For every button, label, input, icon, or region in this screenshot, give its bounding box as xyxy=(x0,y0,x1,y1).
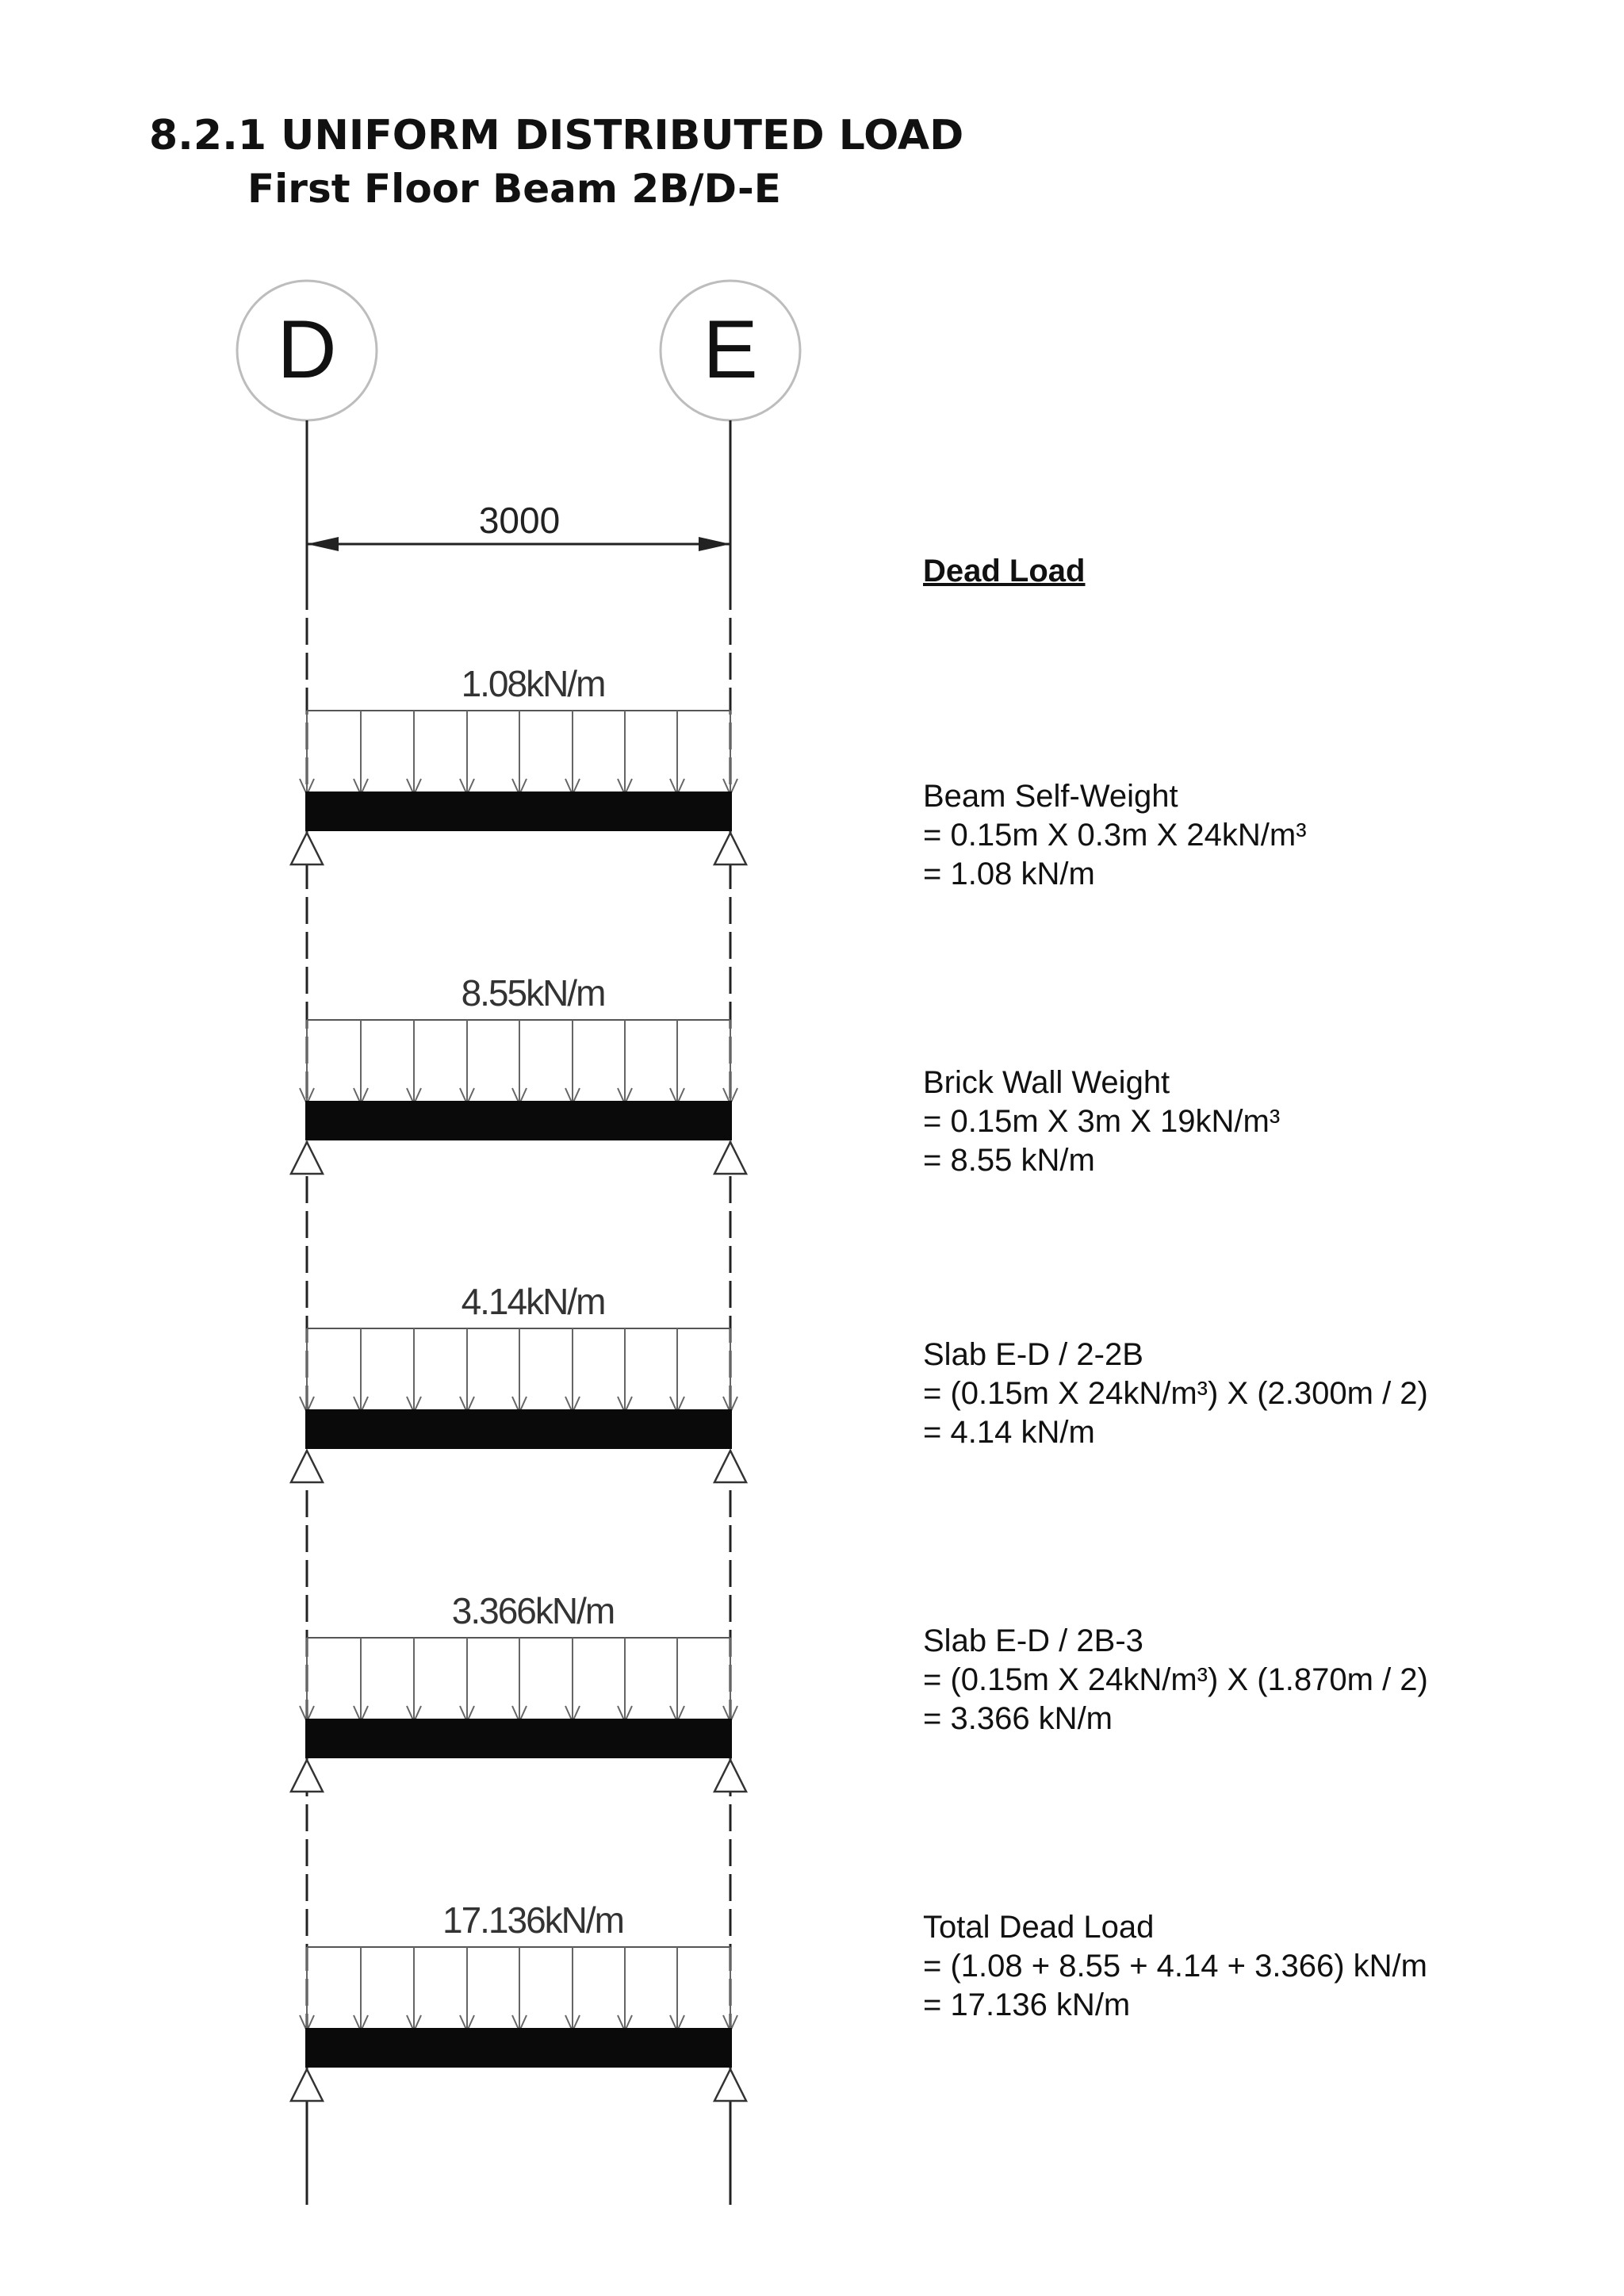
beam xyxy=(305,792,732,831)
calc-block-2 xyxy=(923,1336,1428,1452)
dead-load-title: Dead Load xyxy=(923,554,1086,588)
beam xyxy=(305,2028,732,2068)
calc-block-0 xyxy=(923,777,1307,894)
calc-block-1 xyxy=(923,1064,1280,1180)
load-label: 1.08kN/m xyxy=(461,663,605,704)
support-right xyxy=(714,1142,746,1174)
calc-result: = 3.366 kN/m xyxy=(923,1701,1113,1736)
calc-result: = 4.14 kN/m xyxy=(923,1415,1095,1450)
support-right xyxy=(714,833,746,864)
support-left xyxy=(291,1760,323,1792)
support-left xyxy=(291,1142,323,1174)
load-label: 8.55kN/m xyxy=(461,972,605,1014)
load-label: 17.136kN/m xyxy=(442,1899,624,1941)
calc-name: Total Dead Load xyxy=(923,1910,1155,1945)
support-right xyxy=(714,2069,746,2101)
calc-formula: = 0.15m X 0.3m X 24kN/m³ xyxy=(923,818,1307,853)
grid-bubble-e-label: E xyxy=(703,304,758,396)
calc-block-4 xyxy=(923,1908,1427,2025)
grid-bubble-d-label: D xyxy=(277,304,337,396)
calc-formula: = (0.15m X 24kN/m³) X (1.870m / 2) xyxy=(923,1662,1428,1697)
dimension-arrow-right xyxy=(699,537,730,551)
support-left xyxy=(291,833,323,864)
beam xyxy=(305,1719,732,1758)
calc-result: = 17.136 kN/m xyxy=(923,1987,1131,2022)
support-left xyxy=(291,1451,323,1482)
calc-formula: = (1.08 + 8.55 + 4.14 + 3.366) kN/m xyxy=(923,1949,1427,1984)
calc-formula: = 0.15m X 3m X 19kN/m³ xyxy=(923,1104,1281,1139)
calc-name: Slab E-D / 2B-3 xyxy=(923,1623,1143,1658)
calc-result: = 1.08 kN/m xyxy=(923,857,1095,891)
dimension-arrow-left xyxy=(307,537,339,551)
calc-result: = 8.55 kN/m xyxy=(923,1143,1095,1178)
beam-subheading: First Floor Beam 2B/D-E xyxy=(247,166,781,212)
calc-name: Slab E-D / 2-2B xyxy=(923,1337,1143,1372)
support-left xyxy=(291,2069,323,2101)
calc-block-3 xyxy=(923,1622,1428,1738)
calc-name: Beam Self-Weight xyxy=(923,779,1178,814)
load-label: 3.366kN/m xyxy=(451,1590,615,1631)
section-heading: 8.2.1 UNIFORM DISTRIBUTED LOAD xyxy=(149,112,964,159)
span-dimension-label: 3000 xyxy=(478,500,561,541)
support-right xyxy=(714,1760,746,1792)
support-right xyxy=(714,1451,746,1482)
load-label: 4.14kN/m xyxy=(461,1281,605,1322)
calc-formula: = (0.15m X 24kN/m³) X (2.300m / 2) xyxy=(923,1376,1428,1411)
calc-name: Brick Wall Weight xyxy=(923,1065,1170,1100)
beam xyxy=(305,1409,732,1449)
beam xyxy=(305,1101,732,1140)
